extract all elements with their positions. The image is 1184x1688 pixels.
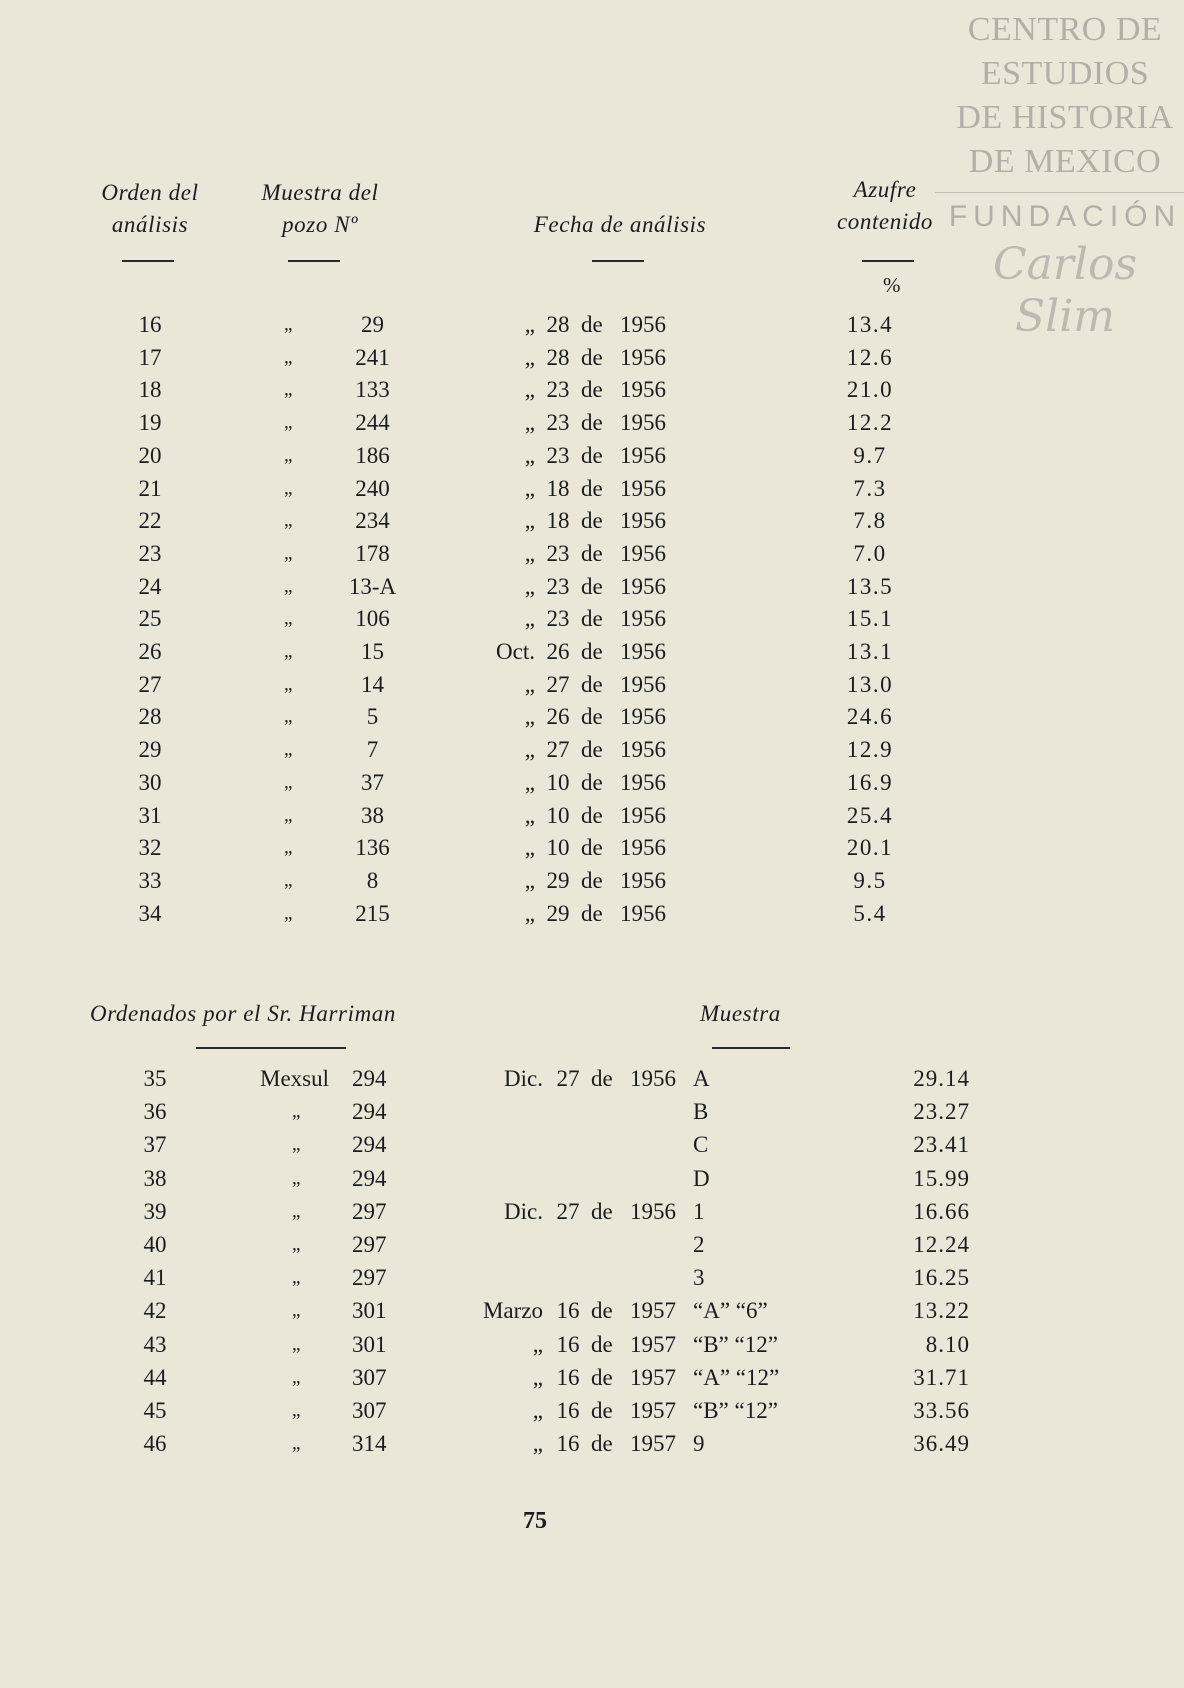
year-cell: 1956 (620, 540, 666, 566)
header-rule (592, 260, 644, 262)
month-cell: „ (524, 377, 535, 403)
orden-cell: 17 (138, 344, 162, 370)
date-preposition: de (581, 344, 603, 370)
orden-cell: 34 (138, 900, 162, 926)
day-cell: 10 (546, 802, 570, 828)
azufre-cell: 13.5 (846, 573, 894, 599)
year-cell: 1956 (620, 802, 666, 828)
azufre-cell: 25.4 (846, 802, 894, 828)
ditto-mark: „ (284, 412, 293, 434)
ditto-mark: „ (284, 314, 293, 335)
pozo-prefix: „ (292, 1300, 301, 1322)
month-cell: „ (532, 1398, 543, 1423)
pozo-cell: 106 (355, 606, 390, 632)
year-cell: 1956 (620, 344, 666, 370)
table-row (0, 406, 1184, 439)
date-preposition: de (581, 312, 603, 337)
orden-cell: 33 (138, 867, 162, 893)
month-cell: „ (524, 704, 535, 730)
table-row (0, 700, 1184, 733)
date-preposition: de (591, 1066, 613, 1091)
table-row (0, 1062, 1184, 1095)
header-azufre (815, 174, 955, 238)
muestra-cell: 2 (693, 1232, 705, 1257)
page-number: 75 (523, 1508, 547, 1534)
date-preposition: de (581, 377, 603, 403)
muestra-cell: A (693, 1066, 710, 1091)
month-cell: „ (524, 900, 535, 926)
year-cell: 1956 (620, 442, 666, 468)
table-row (0, 1261, 1184, 1294)
date-preposition: de (591, 1331, 613, 1357)
year-cell: 1956 (620, 377, 666, 403)
pozo-cell: 244 (355, 410, 390, 436)
date-preposition: de (581, 835, 603, 861)
orden-cell: 39 (143, 1198, 167, 1224)
pozo-cell: 178 (355, 540, 390, 566)
azufre-cell: 24.6 (846, 704, 894, 730)
pozo-cell: 307 (352, 1364, 387, 1390)
watermark-signature: Carlos Slim (992, 239, 1138, 342)
year-cell: 1956 (620, 573, 666, 599)
day-cell: 29 (546, 867, 570, 893)
month-cell: „ (524, 540, 535, 566)
section2-rule (196, 1047, 346, 1049)
muestra-cell: B (693, 1099, 709, 1125)
month-cell: „ (524, 867, 535, 893)
table-row (0, 1294, 1184, 1327)
month-cell: „ (524, 475, 535, 501)
orden-cell: 43 (143, 1331, 167, 1357)
day-cell: 16 (556, 1398, 580, 1423)
table-row (0, 472, 1184, 505)
ditto-mark: „ (284, 477, 293, 499)
ditto-mark: „ (284, 608, 293, 630)
orden-cell: 24 (138, 573, 162, 599)
day-cell: 26 (546, 639, 570, 664)
orden-cell: 36 (143, 1099, 167, 1125)
year-cell: 1956 (620, 737, 666, 763)
table-row (0, 341, 1184, 374)
table-row (0, 373, 1184, 406)
azufre-cell: 5.4 (853, 900, 887, 926)
day-cell: 23 (546, 442, 570, 468)
ditto-mark: „ (284, 510, 293, 532)
header-muestra-line2: pozo Nº (282, 212, 358, 237)
azufre-cell: 33.56 (913, 1398, 970, 1423)
azufre-cell: 13.1 (846, 639, 894, 664)
azufre-cell: 8.10 (925, 1331, 970, 1357)
azufre-cell: 9.5 (853, 867, 887, 893)
azufre-cell: 7.3 (853, 475, 887, 501)
day-cell: 18 (546, 475, 570, 501)
year-cell: 1957 (630, 1398, 676, 1423)
azufre-cell: 16.25 (913, 1265, 970, 1291)
month-cell: „ (532, 1331, 543, 1357)
table-row (0, 864, 1184, 897)
year-cell: 1956 (620, 508, 666, 534)
azufre-cell: 13.22 (913, 1298, 970, 1324)
pozo-cell: 8 (366, 867, 379, 893)
watermark-line: DE HISTORIA (956, 99, 1174, 136)
date-preposition: de (581, 704, 603, 730)
pozo-prefix: „ (292, 1134, 301, 1156)
watermark-divider (935, 192, 1184, 193)
orden-cell: 44 (143, 1364, 167, 1390)
table-row (0, 635, 1184, 668)
ditto-mark: „ (284, 739, 293, 761)
azufre-cell: 9.7 (853, 442, 887, 468)
orden-cell: 27 (138, 671, 162, 697)
watermark-line: DE MEXICO (968, 143, 1162, 180)
ditto-mark: „ (284, 641, 293, 662)
pozo-prefix: „ (292, 1366, 301, 1388)
orden-cell: 41 (143, 1265, 167, 1291)
date-preposition: de (581, 900, 603, 926)
azufre-cell: 21.0 (846, 377, 894, 403)
pozo-cell: 37 (361, 769, 384, 795)
date-preposition: de (581, 475, 603, 501)
pozo-cell: 314 (352, 1431, 387, 1457)
year-cell: 1956 (620, 410, 666, 436)
month-cell: Marzo (482, 1298, 543, 1324)
date-preposition: de (581, 737, 603, 763)
orden-cell: 45 (143, 1398, 167, 1423)
pozo-cell: 136 (355, 835, 390, 861)
year-cell: 1957 (630, 1431, 676, 1457)
pozo-cell: 294 (352, 1132, 387, 1158)
day-cell: 27 (546, 737, 570, 763)
header-rule (862, 260, 914, 262)
month-cell: „ (524, 606, 535, 632)
header-rule (122, 260, 174, 262)
pozo-cell: 297 (352, 1265, 387, 1291)
orden-cell: 18 (138, 377, 162, 403)
ditto-mark: „ (284, 869, 293, 891)
orden-cell: 26 (138, 639, 162, 664)
table-row (0, 1162, 1184, 1195)
pozo-cell: 234 (355, 508, 390, 534)
day-cell: 23 (546, 573, 570, 599)
orden-cell: 21 (138, 475, 162, 501)
header-azufre-line1: Azufre (853, 177, 917, 202)
muestra-cell: “A” “12” (693, 1364, 780, 1390)
pozo-cell: 38 (361, 802, 384, 828)
year-cell: 1956 (630, 1066, 676, 1091)
pozo-cell: 307 (352, 1398, 387, 1423)
month-cell: Dic. (504, 1066, 543, 1091)
day-cell: 23 (546, 540, 570, 566)
ditto-mark: „ (284, 444, 293, 466)
day-cell: 23 (546, 606, 570, 632)
orden-cell: 25 (138, 606, 162, 632)
table-row (0, 537, 1184, 570)
pozo-prefix: „ (292, 1267, 301, 1289)
year-cell: 1956 (620, 671, 666, 697)
table-row (0, 1095, 1184, 1128)
pozo-cell: 294 (352, 1099, 387, 1125)
header-muestra (240, 177, 400, 241)
table-row (0, 1394, 1184, 1427)
year-cell: 1957 (630, 1298, 676, 1324)
azufre-cell: 12.9 (846, 737, 894, 763)
azufre-cell: 15.1 (846, 606, 894, 632)
azufre-cell: 20.1 (846, 835, 894, 861)
month-cell: „ (524, 442, 535, 468)
day-cell: 10 (546, 835, 570, 861)
orden-cell: 22 (138, 508, 162, 534)
pozo-prefix: Mexsul (260, 1066, 329, 1091)
day-cell: 23 (546, 377, 570, 403)
ditto-mark: „ (284, 346, 293, 368)
ditto-mark: „ (284, 575, 293, 597)
orden-cell: 31 (138, 802, 162, 828)
table-row (0, 897, 1184, 930)
table-row (0, 668, 1184, 701)
date-preposition: de (581, 508, 603, 534)
azufre-cell: 16.66 (913, 1198, 970, 1224)
year-cell: 1956 (620, 475, 666, 501)
header-muestra-line1: Muestra del (261, 180, 379, 205)
pozo-prefix: „ (292, 1200, 301, 1222)
date-preposition: de (581, 606, 603, 632)
table-row (0, 308, 1184, 341)
watermark-line: ESTUDIOS (980, 55, 1150, 92)
watermark-fundacion: FUNDACIÓN (948, 200, 1182, 233)
ditto-mark: „ (284, 673, 293, 695)
muestra-cell: “B” “12” (693, 1331, 778, 1357)
pozo-prefix: „ (292, 1167, 301, 1189)
date-preposition: de (581, 442, 603, 468)
table-row (0, 1427, 1184, 1460)
pozo-cell: 301 (352, 1331, 387, 1357)
orden-cell: 23 (138, 540, 162, 566)
month-cell: Oct. (496, 639, 535, 664)
date-preposition: de (581, 769, 603, 795)
month-cell: „ (524, 344, 535, 370)
day-cell: 26 (546, 704, 570, 730)
azufre-cell: 13.4 (846, 312, 894, 337)
muestra-cell: “B” “12” (693, 1398, 778, 1423)
month-cell: „ (524, 769, 535, 795)
date-preposition: de (591, 1431, 613, 1457)
azufre-cell: 31.71 (913, 1364, 970, 1390)
month-cell: „ (524, 802, 535, 828)
orden-cell: 40 (143, 1232, 167, 1257)
pozo-cell: 215 (355, 900, 390, 926)
table-row (0, 1328, 1184, 1361)
ditto-mark: „ (284, 542, 293, 564)
muestra-cell: 9 (693, 1431, 705, 1457)
azufre-cell: 12.6 (846, 344, 894, 370)
date-preposition: de (581, 573, 603, 599)
azufre-cell: 12.24 (913, 1232, 970, 1257)
table-row (0, 1361, 1184, 1394)
pozo-cell: 241 (355, 344, 390, 370)
azufre-cell: 36.49 (913, 1431, 970, 1457)
pozo-prefix: „ (292, 1101, 301, 1123)
table-row (0, 570, 1184, 603)
azufre-cell: 29.14 (913, 1066, 970, 1091)
orden-cell: 38 (143, 1165, 167, 1191)
pozo-prefix: „ (292, 1433, 301, 1455)
month-cell: „ (524, 410, 535, 436)
orden-cell: 28 (138, 704, 162, 730)
orden-cell: 46 (143, 1431, 167, 1457)
date-preposition: de (591, 1398, 613, 1423)
ditto-mark: „ (284, 706, 293, 728)
section2-muestra-header: Muestra (700, 1001, 781, 1026)
orden-cell: 32 (138, 835, 162, 861)
day-cell: 28 (546, 312, 570, 337)
day-cell: 28 (546, 344, 570, 370)
year-cell: 1956 (620, 900, 666, 926)
day-cell: 27 (556, 1198, 580, 1224)
table-row (0, 1128, 1184, 1161)
date-preposition: de (581, 639, 603, 664)
day-cell: 18 (546, 508, 570, 534)
year-cell: 1956 (620, 867, 666, 893)
year-cell: 1956 (630, 1198, 676, 1224)
month-cell: „ (532, 1431, 543, 1457)
percent-unit: % (883, 273, 901, 297)
orden-cell: 30 (138, 769, 162, 795)
azufre-cell: 7.0 (853, 540, 887, 566)
pozo-prefix: „ (292, 1400, 301, 1421)
section2-title: Ordenados por el Sr. Harriman (90, 1001, 396, 1026)
table-row (0, 439, 1184, 472)
month-cell: „ (524, 671, 535, 697)
month-cell: Dic. (504, 1198, 543, 1224)
pozo-prefix: „ (292, 1333, 301, 1355)
orden-cell: 19 (138, 410, 162, 436)
pozo-cell: 7 (366, 737, 379, 763)
header-azufre-line2: contenido (836, 209, 934, 234)
month-cell: „ (524, 508, 535, 534)
orden-cell: 37 (143, 1132, 167, 1158)
pozo-cell: 15 (361, 639, 384, 664)
azufre-cell: 16.9 (846, 769, 894, 795)
year-cell: 1956 (620, 606, 666, 632)
muestra-cell: “A” “6” (693, 1298, 768, 1324)
azufre-cell: 23.27 (913, 1099, 970, 1125)
header-orden (80, 177, 220, 241)
year-cell: 1956 (620, 835, 666, 861)
pozo-cell: 294 (352, 1066, 387, 1091)
day-cell: 16 (556, 1298, 580, 1324)
month-cell: „ (524, 312, 535, 337)
year-cell: 1956 (620, 312, 666, 337)
day-cell: 16 (556, 1364, 580, 1390)
pozo-cell: 294 (352, 1165, 387, 1191)
day-cell: 10 (546, 769, 570, 795)
pozo-cell: 297 (352, 1198, 387, 1224)
orden-cell: 29 (138, 737, 162, 763)
day-cell: 29 (546, 900, 570, 926)
table-row (0, 602, 1184, 635)
month-cell: „ (524, 835, 535, 861)
header-rule (288, 260, 340, 262)
ditto-mark: „ (284, 837, 293, 859)
section2-rule (712, 1047, 790, 1049)
azufre-cell: 7.8 (853, 508, 887, 534)
orden-cell: 16 (138, 312, 162, 337)
pozo-cell: 133 (355, 377, 390, 403)
ditto-mark: „ (284, 771, 293, 793)
date-preposition: de (581, 410, 603, 436)
azufre-cell: 12.2 (846, 410, 894, 436)
table-row (0, 733, 1184, 766)
table-row (0, 799, 1184, 832)
day-cell: 27 (546, 671, 570, 697)
date-preposition: de (591, 1198, 613, 1224)
year-cell: 1956 (620, 639, 666, 664)
orden-cell: 20 (138, 442, 162, 468)
date-preposition: de (581, 540, 603, 566)
orden-cell: 35 (143, 1066, 167, 1091)
date-preposition: de (581, 867, 603, 893)
muestra-cell: 3 (693, 1265, 705, 1291)
muestra-cell: 1 (693, 1198, 705, 1224)
header-fecha: Fecha de análisis (533, 212, 707, 237)
ditto-mark: „ (284, 902, 293, 924)
day-cell: 27 (556, 1066, 580, 1091)
date-preposition: de (581, 671, 603, 697)
table-row (0, 766, 1184, 799)
month-cell: „ (532, 1364, 543, 1390)
month-cell: „ (524, 737, 535, 763)
table-row (0, 504, 1184, 537)
date-preposition: de (591, 1298, 613, 1324)
pozo-prefix: „ (292, 1234, 301, 1255)
table-row (0, 1228, 1184, 1261)
date-preposition: de (581, 802, 603, 828)
day-cell: 23 (546, 410, 570, 436)
date-preposition: de (591, 1364, 613, 1390)
pozo-cell: 13-A (348, 573, 397, 599)
header-orden-line2: análisis (111, 212, 189, 237)
pozo-cell: 240 (355, 475, 390, 501)
muestra-cell: C (693, 1132, 709, 1158)
table-row (0, 831, 1184, 864)
archive-watermark (945, 8, 1184, 343)
ditto-mark: „ (284, 804, 293, 826)
table-row (0, 1195, 1184, 1228)
year-cell: 1956 (620, 704, 666, 730)
azufre-cell: 23.41 (913, 1132, 970, 1158)
azufre-cell: 13.0 (846, 671, 894, 697)
orden-cell: 42 (143, 1298, 167, 1324)
azufre-cell: 15.99 (913, 1165, 970, 1191)
pozo-cell: 186 (355, 442, 390, 468)
day-cell: 16 (556, 1431, 580, 1457)
watermark-line: CENTRO DE (967, 11, 1163, 48)
year-cell: 1957 (630, 1331, 676, 1357)
pozo-cell: 5 (366, 704, 379, 730)
year-cell: 1957 (630, 1364, 676, 1390)
header-orden-line1: Orden del (101, 180, 199, 205)
pozo-cell: 297 (352, 1232, 387, 1257)
year-cell: 1956 (620, 769, 666, 795)
pozo-cell: 14 (361, 671, 384, 697)
ditto-mark: „ (284, 379, 293, 401)
day-cell: 16 (556, 1331, 580, 1357)
pozo-cell: 301 (352, 1298, 387, 1324)
pozo-cell: 29 (361, 312, 384, 337)
month-cell: „ (524, 573, 535, 599)
muestra-cell: D (693, 1165, 710, 1191)
